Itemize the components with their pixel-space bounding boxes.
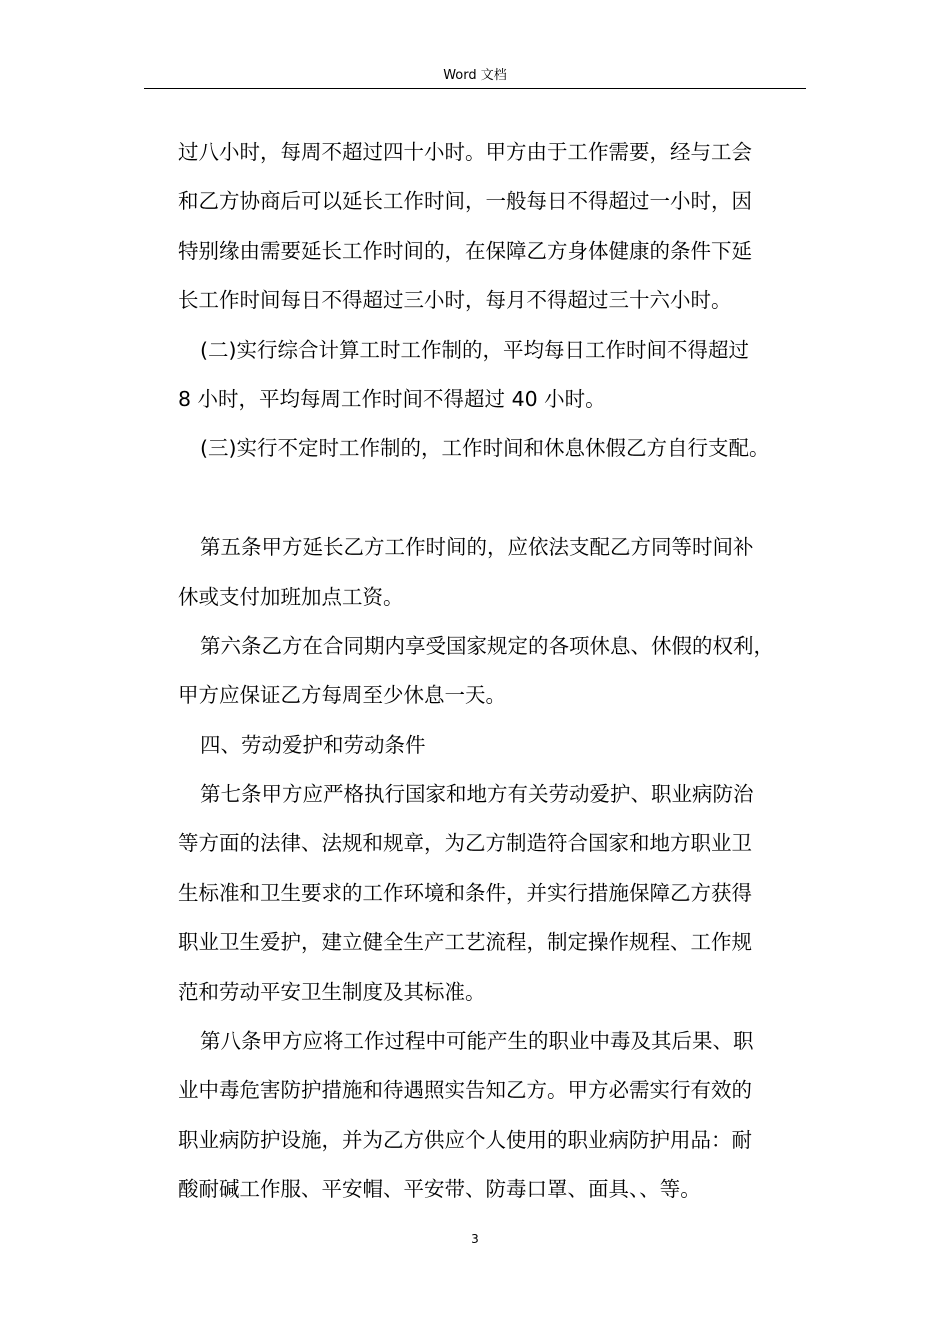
text-line: 和乙方协商后可以延长工作时间，一般每日不得超过一小时，因 [178,189,752,214]
section-heading: 四、劳动爱护和劳动条件 [200,732,426,757]
text-line: 第六条乙方在合同期内享受国家规定的各项休息、休假的权利， [200,633,774,658]
text-line: 酸耐碱工作服、平安帽、平安带、防毒口罩、面具、、等。 [178,1177,701,1202]
page-number: 3 [471,1232,479,1246]
text-line: 等方面的法律、法规和规章，为乙方制造符合国家和地方职业卫 [178,831,752,856]
paragraph-gap [178,474,818,523]
text-line: 第五条甲方延长乙方工作时间的，应依法支配乙方同等时间补 [200,535,754,560]
text-line: 第七条甲方应严格执行国家和地方有关劳动爱护、职业病防治 [200,782,754,807]
text-line: 长工作时间每日不得超过三小时，每月不得超过三十六小时。 [178,288,732,313]
header-rule [144,88,806,89]
text-line: (三)实行不定时工作制的，工作时间和休息休假乙方自行支配。 [200,436,770,461]
text-line: (二)实行综合计算工时工作制的，平均每日工作时间不得超过 [200,337,749,362]
text-line: 过八小时，每周不超过四十小时。甲方由于工作需要，经与工会 [178,140,752,164]
text-line: 生标准和卫生要求的工作环境和条件，并实行措施保障乙方获得 [178,880,752,905]
text-line: 职业卫生爱护，建立健全生产工艺流程，制定操作规程、工作规 [178,930,752,955]
text-line: 范和劳动平安卫生制度及其标准。 [178,979,486,1004]
page-header: Word 文档 [443,68,507,83]
text-line: 休或支付加班加点工资。 [178,584,404,609]
text-line: 特别缘由需要延长工作时间的，在保障乙方身体健康的条件下延 [178,238,752,263]
text-line: 甲方应保证乙方每周至少休息一天。 [178,683,506,708]
document-body [178,128,818,1215]
text-line: 第八条甲方应将工作过程中可能产生的职业中毒及其后果、职 [200,1029,754,1054]
text-line: 职业病防护设施，并为乙方供应个人使用的职业病防护用品：耐 [178,1127,752,1152]
text-line: 业中毒危害防护措施和待遇照实告知乙方。甲方必需实行有效的 [178,1078,752,1103]
text-line: 8 小时，平均每周工作时间不得超过 40 小时。 [178,386,606,411]
